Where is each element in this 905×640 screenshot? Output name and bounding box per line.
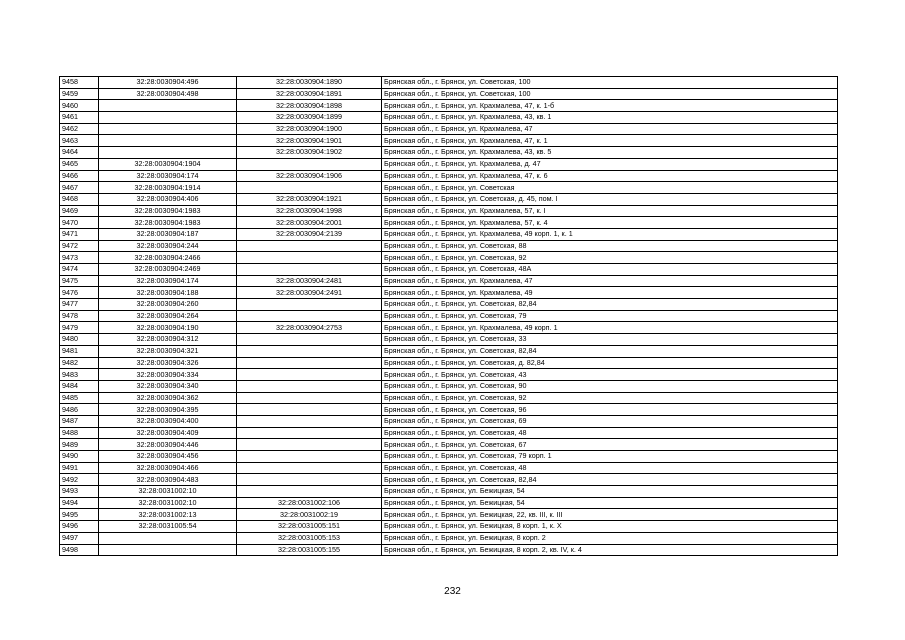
premises-cadastral-number-cell <box>237 345 382 357</box>
table-row <box>60 135 838 147</box>
premises-cadastral-number-cell: 32:28:0030904:2481 <box>237 275 382 287</box>
premises-cadastral-number-cell <box>237 310 382 322</box>
premises-cadastral-number-cell: 32:28:0030904:1998 <box>237 205 382 217</box>
premises-cadastral-number-cell <box>237 357 382 369</box>
premises-cadastral-number-cell: 32:28:0030904:1900 <box>237 123 382 135</box>
table-row <box>60 532 838 544</box>
cadastral-number-cell: 32:28:0030904:395 <box>99 404 237 416</box>
row-number-cell: 9489 <box>60 439 99 451</box>
address-cell: Брянская обл., г. Брянск, ул. Советская, 92 <box>382 392 838 404</box>
table-row <box>60 100 838 112</box>
address-cell: Брянская обл., г. Брянск, ул. Советская <box>382 182 838 194</box>
row-number-cell: 9464 <box>60 147 99 159</box>
address-cell: Брянская обл., г. Брянск, ул. Советская, 69 <box>382 415 838 427</box>
cadastral-number-cell: 32:28:0031002:10 <box>99 497 237 509</box>
row-number-cell: 9479 <box>60 322 99 334</box>
address-cell: Брянская обл., г. Брянск, ул. Крахмалева, 47 <box>382 123 838 135</box>
cadastral-number-cell: 32:28:0030904:190 <box>99 322 237 334</box>
cadastral-number-cell <box>99 123 237 135</box>
premises-cadastral-number-cell <box>237 182 382 194</box>
table-row <box>60 427 838 439</box>
table-row <box>60 310 838 322</box>
address-cell: Брянская обл., г. Брянск, ул. Советская, 82,84 <box>382 345 838 357</box>
premises-cadastral-number-cell <box>237 427 382 439</box>
address-cell: Брянская обл., г. Брянск, ул. Советская, 100 <box>382 88 838 100</box>
premises-cadastral-number-cell <box>237 415 382 427</box>
table-row <box>60 123 838 135</box>
address-cell: Брянская обл., г. Брянск, ул. Советская, 82,84 <box>382 299 838 311</box>
address-cell: Брянская обл., г. Брянск, ул. Советская, 48 <box>382 427 838 439</box>
table-row <box>60 170 838 182</box>
cadastral-number-cell: 32:28:0030904:312 <box>99 334 237 346</box>
table-row <box>60 322 838 334</box>
premises-cadastral-number-cell <box>237 462 382 474</box>
address-cell: Брянская обл., г. Брянск, ул. Крахмалева, 47 <box>382 275 838 287</box>
cadastral-number-cell: 32:28:0030904:334 <box>99 369 237 381</box>
address-cell: Брянская обл., г. Брянск, ул. Советская, 79 корп. 1 <box>382 451 838 463</box>
cadastral-number-cell: 32:28:0030904:409 <box>99 427 237 439</box>
premises-cadastral-number-cell <box>237 240 382 252</box>
cadastral-number-cell: 32:28:0030904:446 <box>99 439 237 451</box>
address-cell: Брянская обл., г. Брянск, ул. Советская, 33 <box>382 334 838 346</box>
address-cell: Брянская обл., г. Брянск, ул. Крахмалева, 49 корп. 1, к. 1 <box>382 228 838 240</box>
row-number-cell: 9471 <box>60 228 99 240</box>
cadastral-number-cell <box>99 544 237 556</box>
premises-cadastral-number-cell <box>237 486 382 498</box>
table-row <box>60 275 838 287</box>
table-row <box>60 462 838 474</box>
row-number-cell: 9483 <box>60 369 99 381</box>
table-row <box>60 193 838 205</box>
address-cell: Брянская обл., г. Брянск, ул. Крахмалева, д. 47 <box>382 158 838 170</box>
row-number-cell: 9495 <box>60 509 99 521</box>
row-number-cell: 9461 <box>60 112 99 124</box>
table-row <box>60 474 838 486</box>
cadastral-number-cell: 32:28:0030904:400 <box>99 415 237 427</box>
address-cell: Брянская обл., г. Брянск, ул. Советская, д. 82,84 <box>382 357 838 369</box>
row-number-cell: 9463 <box>60 135 99 147</box>
address-cell: Брянская обл., г. Брянск, ул. Советская, 90 <box>382 380 838 392</box>
row-number-cell: 9468 <box>60 193 99 205</box>
table-row <box>60 415 838 427</box>
premises-cadastral-number-cell: 32:28:0030904:2001 <box>237 217 382 229</box>
address-cell: Брянская обл., г. Брянск, ул. Крахмалева, 49 корп. 1 <box>382 322 838 334</box>
premises-cadastral-number-cell: 32:28:0030904:2139 <box>237 228 382 240</box>
premises-cadastral-number-cell: 32:28:0030904:1898 <box>237 100 382 112</box>
premises-cadastral-number-cell <box>237 299 382 311</box>
cadastral-number-cell: 32:28:0030904:321 <box>99 345 237 357</box>
cadastral-number-cell: 32:28:0030904:2469 <box>99 264 237 276</box>
row-number-cell: 9492 <box>60 474 99 486</box>
cadastral-number-cell: 32:28:0030904:466 <box>99 462 237 474</box>
cadastral-number-cell: 32:28:0030904:1914 <box>99 182 237 194</box>
table-row <box>60 205 838 217</box>
premises-cadastral-number-cell: 32:28:0030904:1902 <box>237 147 382 159</box>
cadastral-number-cell: 32:28:0030904:362 <box>99 392 237 404</box>
address-cell: Брянская обл., г. Брянск, ул. Советская, 92 <box>382 252 838 264</box>
table-row <box>60 299 838 311</box>
cadastral-number-cell: 32:28:0030904:174 <box>99 170 237 182</box>
table-row <box>60 439 838 451</box>
row-number-cell: 9497 <box>60 532 99 544</box>
row-number-cell: 9486 <box>60 404 99 416</box>
premises-cadastral-number-cell: 32:28:0030904:1901 <box>237 135 382 147</box>
table-row <box>60 497 838 509</box>
row-number-cell: 9469 <box>60 205 99 217</box>
address-cell: Брянская обл., г. Брянск, ул. Советская, 88 <box>382 240 838 252</box>
premises-cadastral-number-cell <box>237 158 382 170</box>
table-row <box>60 264 838 276</box>
address-cell: Брянская обл., г. Брянск, ул. Крахмалева, 43, кв. 5 <box>382 147 838 159</box>
address-cell: Брянская обл., г. Брянск, ул. Бежицкая, 54 <box>382 486 838 498</box>
table-row <box>60 158 838 170</box>
cadastral-number-cell: 32:28:0030904:456 <box>99 451 237 463</box>
premises-cadastral-number-cell: 32:28:0031005:153 <box>237 532 382 544</box>
address-cell: Брянская обл., г. Брянск, ул. Бежицкая, 22, кв. III, к. III <box>382 509 838 521</box>
table-row <box>60 345 838 357</box>
property-register-table <box>59 76 838 556</box>
cadastral-number-cell: 32:28:0030904:174 <box>99 275 237 287</box>
address-cell: Брянская обл., г. Брянск, ул. Советская, д. 45, пом. I <box>382 193 838 205</box>
table-row <box>60 544 838 556</box>
row-number-cell: 9459 <box>60 88 99 100</box>
table-row <box>60 357 838 369</box>
premises-cadastral-number-cell <box>237 380 382 392</box>
cadastral-number-cell <box>99 532 237 544</box>
cadastral-number-cell <box>99 112 237 124</box>
row-number-cell: 9484 <box>60 380 99 392</box>
premises-cadastral-number-cell: 32:28:0031005:155 <box>237 544 382 556</box>
cadastral-number-cell: 32:28:0030904:496 <box>99 77 237 89</box>
premises-cadastral-number-cell <box>237 252 382 264</box>
row-number-cell: 9494 <box>60 497 99 509</box>
cadastral-number-cell: 32:28:0030904:187 <box>99 228 237 240</box>
row-number-cell: 9478 <box>60 310 99 322</box>
cadastral-number-cell: 32:28:0030904:264 <box>99 310 237 322</box>
premises-cadastral-number-cell <box>237 334 382 346</box>
address-cell: Брянская обл., г. Брянск, ул. Крахмалева, 57, к. I <box>382 205 838 217</box>
table-row <box>60 521 838 533</box>
table-row <box>60 380 838 392</box>
table-row <box>60 486 838 498</box>
row-number-cell: 9496 <box>60 521 99 533</box>
cadastral-number-cell: 32:28:0030904:326 <box>99 357 237 369</box>
cadastral-number-cell: 32:28:0030904:498 <box>99 88 237 100</box>
table-row <box>60 112 838 124</box>
premises-cadastral-number-cell <box>237 369 382 381</box>
row-number-cell: 9475 <box>60 275 99 287</box>
premises-cadastral-number-cell: 32:28:0031005:151 <box>237 521 382 533</box>
cadastral-number-cell: 32:28:0031002:10 <box>99 486 237 498</box>
table-row <box>60 240 838 252</box>
address-cell: Брянская обл., г. Брянск, ул. Советская, 43 <box>382 369 838 381</box>
row-number-cell: 9491 <box>60 462 99 474</box>
premises-cadastral-number-cell: 32:28:0030904:1906 <box>237 170 382 182</box>
premises-cadastral-number-cell <box>237 451 382 463</box>
cadastral-number-cell <box>99 135 237 147</box>
premises-cadastral-number-cell: 32:28:0030904:1891 <box>237 88 382 100</box>
premises-cadastral-number-cell: 32:28:0030904:1899 <box>237 112 382 124</box>
table-body <box>60 77 838 556</box>
address-cell: Брянская обл., г. Брянск, ул. Советская, 96 <box>382 404 838 416</box>
address-cell: Брянская обл., г. Брянск, ул. Крахмалева, 47, к. 1-б <box>382 100 838 112</box>
cadastral-number-cell: 32:28:0030904:260 <box>99 299 237 311</box>
cadastral-number-cell: 32:28:0030904:406 <box>99 193 237 205</box>
cadastral-number-cell: 32:28:0030904:340 <box>99 380 237 392</box>
address-cell: Брянская обл., г. Брянск, ул. Крахмалева, 57, к. 4 <box>382 217 838 229</box>
cadastral-number-cell: 32:28:0031002:13 <box>99 509 237 521</box>
row-number-cell: 9490 <box>60 451 99 463</box>
row-number-cell: 9488 <box>60 427 99 439</box>
premises-cadastral-number-cell <box>237 474 382 486</box>
cadastral-number-cell: 32:28:0030904:1983 <box>99 205 237 217</box>
cadastral-number-cell: 32:28:0030904:188 <box>99 287 237 299</box>
row-number-cell: 9480 <box>60 334 99 346</box>
address-cell: Брянская обл., г. Брянск, ул. Крахмалева, 49 <box>382 287 838 299</box>
table-row <box>60 451 838 463</box>
row-number-cell: 9460 <box>60 100 99 112</box>
cadastral-number-cell: 32:28:0030904:1904 <box>99 158 237 170</box>
table-row <box>60 404 838 416</box>
address-cell: Брянская обл., г. Брянск, ул. Бежицкая, 8 корп. 2, кв. IV, к. 4 <box>382 544 838 556</box>
table-row <box>60 88 838 100</box>
premises-cadastral-number-cell <box>237 439 382 451</box>
cadastral-number-cell: 32:28:0030904:1983 <box>99 217 237 229</box>
cadastral-number-cell: 32:28:0030904:2466 <box>99 252 237 264</box>
premises-cadastral-number-cell <box>237 392 382 404</box>
premises-cadastral-number-cell <box>237 404 382 416</box>
page-number: 232 <box>444 586 461 597</box>
table-row <box>60 287 838 299</box>
premises-cadastral-number-cell: 32:28:0030904:1921 <box>237 193 382 205</box>
table-row <box>60 509 838 521</box>
row-number-cell: 9458 <box>60 77 99 89</box>
premises-cadastral-number-cell: 32:28:0030904:2753 <box>237 322 382 334</box>
address-cell: Брянская обл., г. Брянск, ул. Бежицкая, 8 корп. 2 <box>382 532 838 544</box>
row-number-cell: 9477 <box>60 299 99 311</box>
address-cell: Брянская обл., г. Брянск, ул. Бежицкая, 8 корп. 1, к. X <box>382 521 838 533</box>
row-number-cell: 9473 <box>60 252 99 264</box>
table-row <box>60 392 838 404</box>
row-number-cell: 9466 <box>60 170 99 182</box>
table-row <box>60 147 838 159</box>
row-number-cell: 9481 <box>60 345 99 357</box>
premises-cadastral-number-cell: 32:28:0031002:19 <box>237 509 382 521</box>
address-cell: Брянская обл., г. Брянск, ул. Советская, 67 <box>382 439 838 451</box>
address-cell: Брянская обл., г. Брянск, ул. Советская, 48 <box>382 462 838 474</box>
cadastral-number-cell: 32:28:0030904:483 <box>99 474 237 486</box>
table-row <box>60 252 838 264</box>
address-cell: Брянская обл., г. Брянск, ул. Крахмалева, 47, к. 1 <box>382 135 838 147</box>
row-number-cell: 9462 <box>60 123 99 135</box>
premises-cadastral-number-cell: 32:28:0031002:106 <box>237 497 382 509</box>
row-number-cell: 9470 <box>60 217 99 229</box>
address-cell: Брянская обл., г. Брянск, ул. Крахмалева, 43, кв. 1 <box>382 112 838 124</box>
row-number-cell: 9487 <box>60 415 99 427</box>
row-number-cell: 9482 <box>60 357 99 369</box>
premises-cadastral-number-cell: 32:28:0030904:2491 <box>237 287 382 299</box>
address-cell: Брянская обл., г. Брянск, ул. Бежицкая, 54 <box>382 497 838 509</box>
address-cell: Брянская обл., г. Брянск, ул. Советская, 48А <box>382 264 838 276</box>
table-row <box>60 217 838 229</box>
row-number-cell: 9485 <box>60 392 99 404</box>
row-number-cell: 9467 <box>60 182 99 194</box>
premises-cadastral-number-cell: 32:28:0030904:1890 <box>237 77 382 89</box>
address-cell: Брянская обл., г. Брянск, ул. Советская, 100 <box>382 77 838 89</box>
table-row <box>60 77 838 89</box>
row-number-cell: 9465 <box>60 158 99 170</box>
row-number-cell: 9493 <box>60 486 99 498</box>
premises-cadastral-number-cell <box>237 264 382 276</box>
table-row <box>60 334 838 346</box>
cadastral-number-cell <box>99 147 237 159</box>
row-number-cell: 9498 <box>60 544 99 556</box>
cadastral-number-cell: 32:28:0030904:244 <box>99 240 237 252</box>
cadastral-number-cell: 32:28:0031005:54 <box>99 521 237 533</box>
cadastral-number-cell <box>99 100 237 112</box>
table-row <box>60 228 838 240</box>
address-cell: Брянская обл., г. Брянск, ул. Крахмалева, 47, к. 6 <box>382 170 838 182</box>
table-row <box>60 182 838 194</box>
row-number-cell: 9476 <box>60 287 99 299</box>
row-number-cell: 9474 <box>60 264 99 276</box>
row-number-cell: 9472 <box>60 240 99 252</box>
address-cell: Брянская обл., г. Брянск, ул. Советская, 82,84 <box>382 474 838 486</box>
table-row <box>60 369 838 381</box>
address-cell: Брянская обл., г. Брянск, ул. Советская, 79 <box>382 310 838 322</box>
